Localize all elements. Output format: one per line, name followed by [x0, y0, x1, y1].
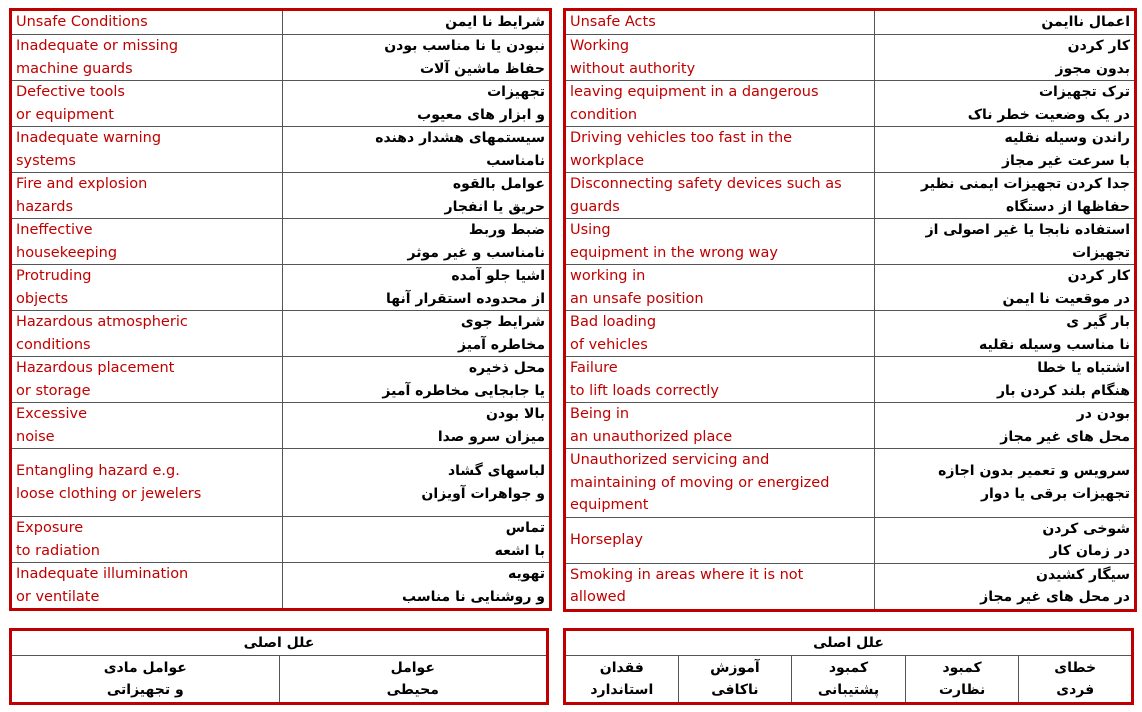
table-row: [565, 311, 1136, 357]
english-cell: Inadequate warning systems: [11, 127, 283, 173]
english-cell: Failure to lift loads correctly: [565, 357, 875, 403]
persian-cell: استفاده نابجا یا غیر اصولی از تجهیزات: [875, 219, 1136, 265]
cause-cell-lack-of-support: کمبود پشتیبانی: [792, 656, 906, 704]
english-cell: Working without authority: [565, 35, 875, 81]
root-causes-row: [11, 656, 548, 704]
table-row: [565, 81, 1136, 127]
english-cell: Ineffective housekeeping: [11, 219, 283, 265]
persian-cell: سرویس و تعمیر بدون اجازه تجهیزات برقی یا دوار: [875, 449, 1136, 518]
table-row: [11, 35, 551, 81]
persian-cell: ضبط وربط نامناسب و غیر موثر: [283, 219, 551, 265]
english-cell: Smoking in areas where it is not allowed: [565, 563, 875, 610]
table-row: [565, 517, 1136, 563]
english-cell: Exposure to radiation: [11, 517, 283, 563]
table-row: [11, 311, 551, 357]
persian-cell: جدا کردن تجهیزات ایمنی نظیر حفاظها از دستگاه: [875, 173, 1136, 219]
english-cell: Inadequate or missing machine guards: [11, 35, 283, 81]
table-row: [11, 357, 551, 403]
persian-cell: تهویه و روشنایی نا مناسب: [283, 563, 551, 610]
english-cell: Driving vehicles too fast in the workplace: [565, 127, 875, 173]
cause-cell-lack-of-standard: فقدان استاندارد: [565, 656, 679, 704]
cause-cell-material: عوامل مادی و تجهیزاتی: [11, 656, 280, 704]
cause-cell-individual-error: خطای فردی: [1019, 656, 1133, 704]
root-causes-row: [565, 656, 1133, 704]
table-row: [565, 127, 1136, 173]
persian-cell: محل ذخیره یا جابجایی مخاطره آمیز: [283, 357, 551, 403]
table-row: [11, 563, 551, 610]
persian-cell: لباسهای گشاد و جواهرات آویزان: [283, 449, 551, 517]
english-cell: Protruding objects: [11, 265, 283, 311]
english-cell: Disconnecting safety devices such as guards: [565, 173, 875, 219]
persian-cell: شرایط جوی مخاطره آمیز: [283, 311, 551, 357]
english-cell: Hazardous placement or storage: [11, 357, 283, 403]
persian-cell: ترک تجهیزات در یک وضعیت خطر ناک: [875, 81, 1136, 127]
persian-cell: بار گیر ی نا مناسب وسیله نقلیه: [875, 311, 1136, 357]
cause-cell-lack-of-supervision: کمبود نظارت: [905, 656, 1019, 704]
english-cell: Inadequate illumination or ventilate: [11, 563, 283, 610]
persian-cell: نبودن یا نا مناسب بودن حفاظ ماشین آلات: [283, 35, 551, 81]
table-row: [565, 357, 1136, 403]
table-row: [11, 173, 551, 219]
english-cell: leaving equipment in a dangerous condition: [565, 81, 875, 127]
persian-cell: سیگار کشیدن در محل های غیر مجاز: [875, 563, 1136, 610]
table-row: [565, 265, 1136, 311]
table-row: [11, 265, 551, 311]
english-cell: Being in an unauthorized place: [565, 403, 875, 449]
unsafe-conditions-table: [9, 8, 552, 611]
english-cell: Unauthorized servicing and maintaining of moving or energized equipment: [565, 449, 875, 518]
english-cell: Using equipment in the wrong way: [565, 219, 875, 265]
table-row: [11, 517, 551, 563]
english-cell: Excessive noise: [11, 403, 283, 449]
table-row: [11, 449, 551, 517]
persian-cell: راندن وسیله نقلیه با سرعت غیر مجاز: [875, 127, 1136, 173]
root-causes-title-row: [565, 630, 1133, 656]
persian-cell: کار کردن بدون مجوز: [875, 35, 1136, 81]
english-cell: Horseplay: [565, 517, 875, 563]
header-english: Unsafe Conditions: [11, 10, 283, 35]
persian-cell: تجهیزات و ابزار های معیوب: [283, 81, 551, 127]
persian-cell: کار کردن در موقعیت نا ایمن: [875, 265, 1136, 311]
persian-cell: شوخی کردن در زمان کار: [875, 517, 1136, 563]
root-causes-title: علل اصلی: [11, 630, 548, 656]
table-row: [11, 403, 551, 449]
english-cell: Bad loading of vehicles: [565, 311, 875, 357]
persian-cell: بالا بودن میزان سرو صدا: [283, 403, 551, 449]
root-causes-conditions-table: [9, 628, 549, 705]
root-causes-title-row: [11, 630, 548, 656]
table-row: [565, 449, 1136, 518]
english-cell: Fire and explosion hazards: [11, 173, 283, 219]
table-row: [565, 403, 1136, 449]
unsafe-acts-table: [563, 8, 1137, 612]
persian-cell: سیستمهای هشدار دهنده نامناسب: [283, 127, 551, 173]
persian-cell: تماس با اشعه: [283, 517, 551, 563]
table-row: [565, 219, 1136, 265]
english-cell: Defective tools or equipment: [11, 81, 283, 127]
persian-cell: بودن در محل های غیر مجاز: [875, 403, 1136, 449]
table-row: [11, 127, 551, 173]
cause-cell-environmental: عوامل محیطی: [279, 656, 548, 704]
persian-cell: اشیا جلو آمده از محدوده استقرار آنها: [283, 265, 551, 311]
header-persian: شرایط نا ایمن: [283, 10, 551, 35]
table-row: [565, 173, 1136, 219]
table-row: [565, 563, 1136, 610]
english-cell: Hazardous atmospheric conditions: [11, 311, 283, 357]
table-header-row: [565, 10, 1136, 35]
table-header-row: [11, 10, 551, 35]
english-cell: working in an unsafe position: [565, 265, 875, 311]
english-cell: Entangling hazard e.g. loose clothing or jewelers: [11, 449, 283, 517]
table-row: [11, 81, 551, 127]
root-causes-acts-table: [563, 628, 1134, 705]
root-causes-title: علل اصلی: [565, 630, 1133, 656]
header-persian: اعمال ناایمن: [875, 10, 1136, 35]
table-row: [11, 219, 551, 265]
persian-cell: عوامل بالقوه حریق یا انفجار: [283, 173, 551, 219]
cause-cell-inadequate-training: آموزش ناکافی: [678, 656, 792, 704]
persian-cell: اشتباه یا خطا هنگام بلند کردن بار: [875, 357, 1136, 403]
table-row: [565, 35, 1136, 81]
header-english: Unsafe Acts: [565, 10, 875, 35]
